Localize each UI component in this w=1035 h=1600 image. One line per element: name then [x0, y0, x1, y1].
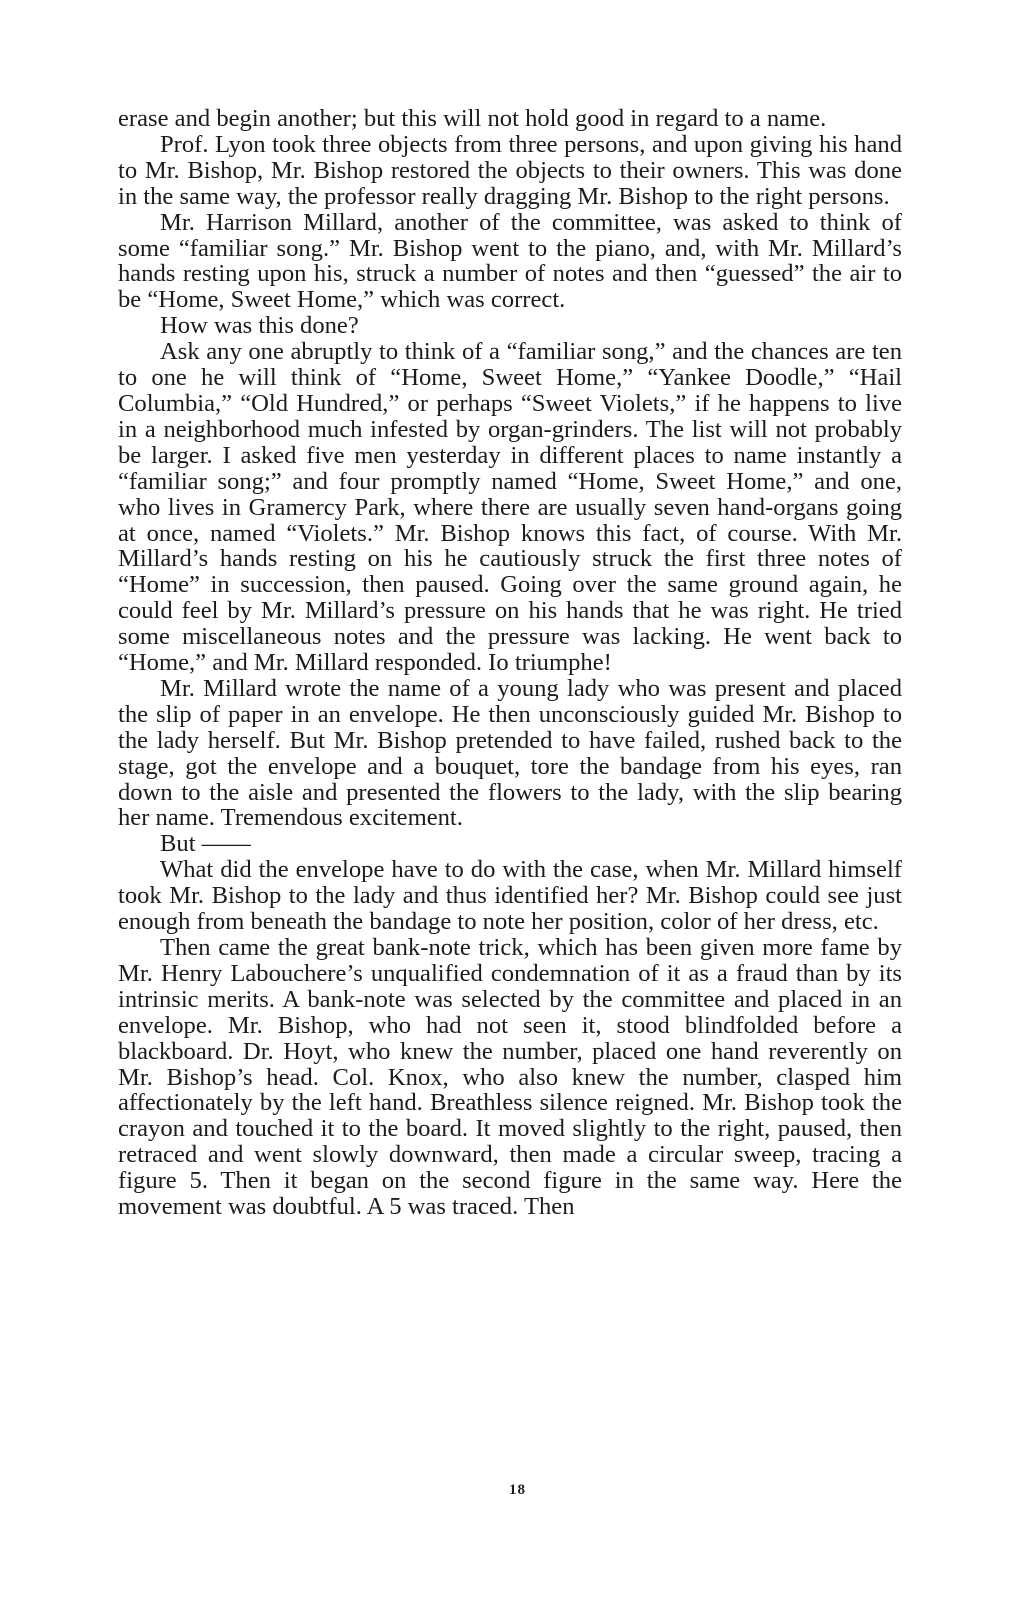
paragraph-familiar-song: Mr. Harrison Millard, another of the committee, was asked to think of some “familiar song.” Mr. Bishop went to the piano, and, with Mr. Millard’s hands resting upon his, struck a number of notes and then “guessed” the air to be “Home, Sweet Home,” which was correct.: [118, 208, 902, 314]
paragraph-bank-note-trick: Then came the great bank-note trick, which has been given more fame by Mr. Henry Labouchere’s unqualified condemnation of it as a fraud than by its intrinsic merits. A bank-note was selected by the committee and placed in an envelope. Mr. Bishop, who had not seen it, stood blindfolded before a blackboard. Dr. Hoyt, who knew the number, placed one hand reverently on Mr. Bishop’s head. Col. Knox, who also knew the number, clasped him affectionately by the left hand. Breathless silence reigned. Mr. Bishop took the crayon and touched it to the board. It moved slightly to the right, paused, then retraced and went slowly downward, then made a circular sweep, tracing a figure 5. Then it began on the second figure in the same way. Here the movement was doubtful. A 5 was traced. Then: [118, 934, 902, 1221]
paragraph-explanation: Ask any one abruptly to think of a “familiar song,” and the chances are ten to one he will think of “Home, Sweet Home,” “Yankee Doodle,” “Hail Columbia,” “Old Hundred,” or perhaps “Sweet Violets,” if he happens to live in a neighborhood much infested by organ-grinders. The list will not probably be larger. I asked five men yesterday in different places to name instantly a “familiar song;” and four promptly named “Home, Sweet Home,” and one, who lives in Gramercy Park, where there are usually seven hand-organs going at once, named “Violets.” Mr. Bishop knows this fact, of course. With Mr. Millard’s hands resting on his he cautiously struck the first three notes of “Home” in succession, then paused. Going over the same ground again, he could feel by Mr. Millard’s pressure on his hands that he was right. He tried some miscellaneous notes and the pressure was lacking. He went back to “Home,” and Mr. Millard responded. Io triumphe!: [118, 338, 902, 677]
paragraph-but: But ——: [160, 830, 251, 858]
paragraph-objects-trick: Prof. Lyon took three objects from three persons, and upon giving his hand to Mr. Bishop, Mr. Bishop restored the objects to their owners. This was done in the same way, the professor really dragging Mr. Bishop to the right persons.: [118, 130, 902, 210]
body-text: [118, 106, 902, 1220]
paragraph-question: How was this done?: [160, 312, 359, 340]
page-number: 18: [509, 1482, 526, 1498]
paragraph-envelope-question: What did the envelope have to do with the case, when Mr. Millard himself took Mr. Bishop to the lady and thus identified her? Mr. Bishop could see just enough from beneath the bandage to note her position, color of her dress, etc.: [118, 856, 902, 936]
paragraph-continued: erase and begin another; but this will not hold good in regard to a name.: [118, 105, 827, 132]
paragraph-envelope-trick: Mr. Millard wrote the name of a young lady who was present and placed the slip of paper in an envelope. He then unconsciously guided Mr. Bishop to the lady herself. But Mr. Bishop pretended to have failed, rushed back to the stage, got the envelope and a bouquet, tore the bandage from his eyes, ran down to the aisle and presented the flowers to the lady, with the slip bearing her name. Tremendous excitement.: [118, 674, 902, 832]
